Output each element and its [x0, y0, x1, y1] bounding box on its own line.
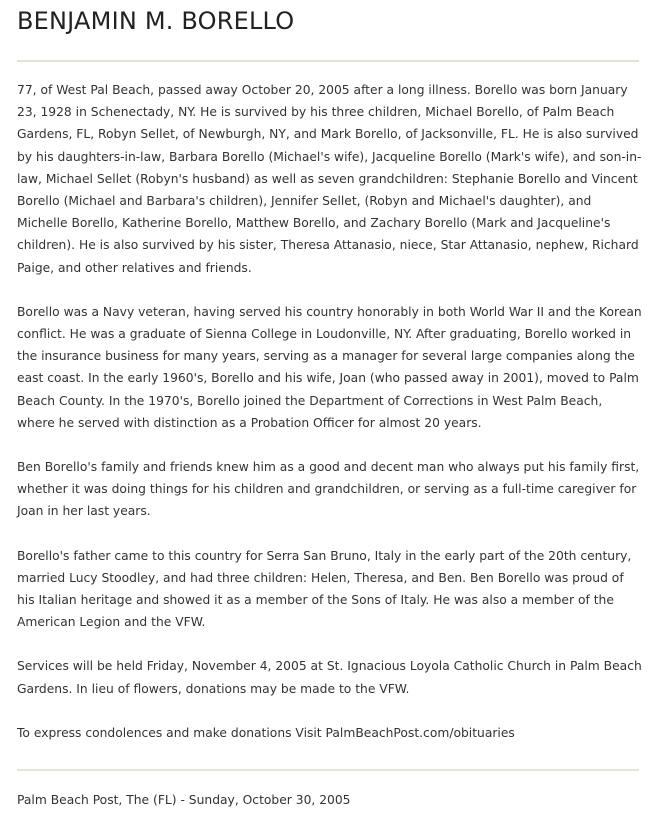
- paragraph-biography: 77, of West Pal Beach, passed away October 20, 2005 after a long illness. Borello was born January 23, 1928 in Schenectady, NY. He is survived by his three children, Michael Borello, of Palm Beach Gardens, FL, Robyn Sellet, of Newburgh, NY, and Mark Borello, of Jacksonville, FL. He is also survived by his daughters-in-law, Barbara Borello (Michael's wife), Jacqueline Borello (Mark's wife), and son-in-law, Michael Sellet (Robyn's husband) as well as seven grandchildren: Stephanie Borello and Vincent Borello (Michael and Barbara's children), Jennifer Sellet, (Robyn and Michael's daughter), and Michelle Borello, Katherine Borello, Matthew Borello, and Zachary Borello (Mark and Jacqueline's children). He is also survived by his sister, Theresa Attanasio, niece, Star Attanasio, nephew, Richard Paige, and other relatives and friends.: [17, 83, 642, 275]
- bottom-divider: [17, 769, 639, 771]
- source-citation: Palm Beach Post, The (FL) - Sunday, October 30, 2005: [17, 793, 351, 807]
- paragraph-heritage: Borello's father came to this country for Serra San Bruno, Italy in the early part of the 20th century, married Lucy Stoodley, and had three children: Helen, Theresa, and Ben. Ben Borello was proud of his Italian heritage and showed it as a member of the Sons of Italy. He was also a member of the American Legion and the VFW.: [17, 548, 632, 630]
- obituary-title: BENJAMIN M. BORELLO: [17, 7, 295, 35]
- obituary-body: [17, 79, 642, 766]
- top-divider: [17, 60, 639, 62]
- paragraph-condolences: To express condolences and make donations Visit PalmBeachPost.com/obituaries: [17, 725, 515, 740]
- paragraph-services: Services will be held Friday, November 4, 2005 at St. Ignacious Loyola Catholic Church in Palm Beach Gardens. In lieu of flowers, donations may be made to the VFW.: [17, 659, 642, 696]
- paragraph-character: Ben Borello's family and friends knew him as a good and decent man who always put his family first, whether it was doing things for his children and grandchildren, or serving as a full-time caregiver for Joan in her last years.: [17, 460, 640, 519]
- paragraph-career: Borello was a Navy veteran, having served his country honorably in both World War II and the Korean conflict. He was a graduate of Sienna College in Loudonville, NY. After graduating, Borello worked in the insurance business for many years, serving as a manager for several large companies along the east coast. In the early 1960's, Borello and his wife, Joan (who passed away in 2001), moved to Palm Beach County. In the 1970's, Borello joined the Department of Corrections in West Palm Beach, where he served with distinction as a Probation Officer for almost 20 years.: [17, 304, 642, 430]
